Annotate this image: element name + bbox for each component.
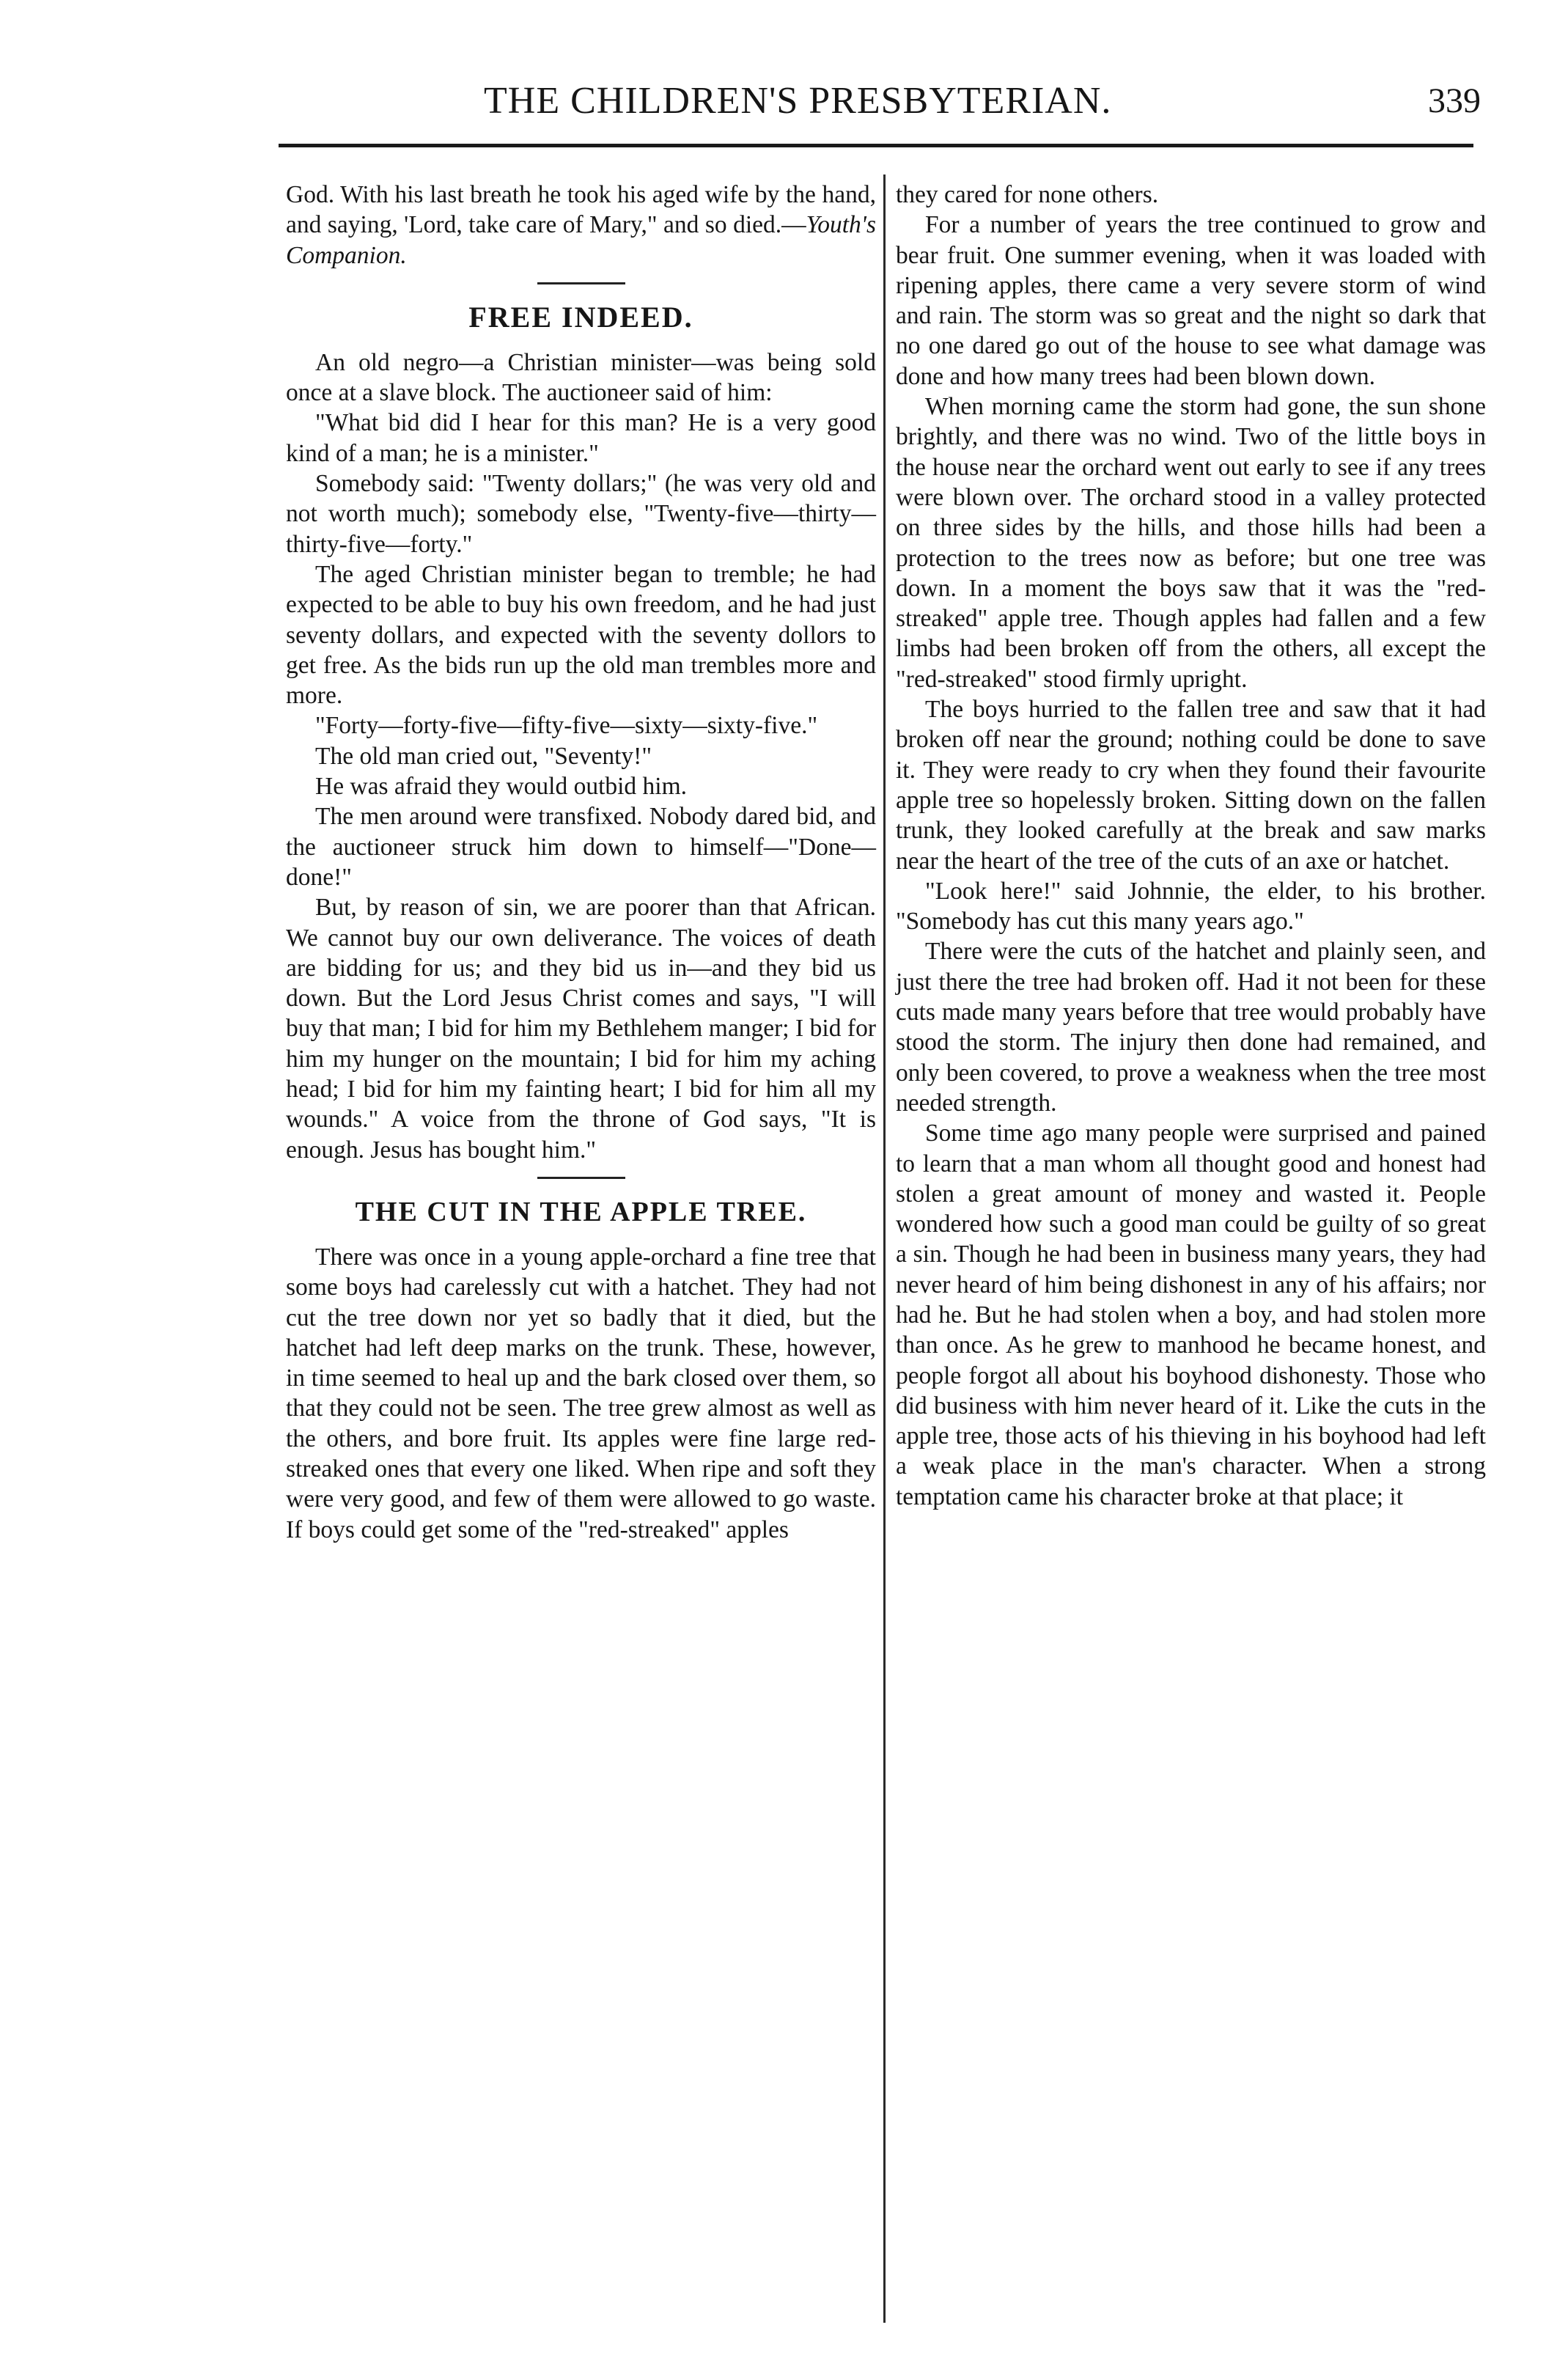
paragraph: The aged Christian minister began to tremble; he had expected to be able to buy his own freedom, and he had just seventy dollars, and expected with the seventy dollors to get free. As the bids run up the old man trembles more and more. <box>286 560 876 710</box>
column-divider <box>883 174 886 2323</box>
opening-text: God. With his last breath he took his aged wife by the hand, and saying, 'Lord, take care of Mary," and so died.— <box>286 181 876 239</box>
paragraph: The men around were transfixed. Nobody dared bid, and the auctioneer struck him down to himself—"Done—done!" <box>286 803 876 891</box>
opening-paragraph <box>286 180 876 271</box>
paragraph: An old negro—a Christian minister—was being sold once at a slave block. The auctioneer said of him: <box>286 348 876 407</box>
paragraph: "Forty—forty-five—fifty-five—sixty—sixty-five." <box>315 712 818 740</box>
paragraph: Some time ago many people were surprised and pained to learn that a man whom all thought good and honest had stolen a great amount of money and wasted it. People wondered how such a good man could be guilty of so great a sin. Though he had been in business many years, they had never heard of him being dishonest in any of his affairs; nor had he. But he had stolen when a boy, and had stolen more than once. As he grew to manhood he became honest, and people forgot all about his boyhood dishonesty. Those who did business with him never heard of it. Like the cuts in the apple tree, those acts of his thieving in his boyhood had left a weak place in the man's character. When a strong temptation came his character broke at that place; it <box>896 1120 1486 1510</box>
paragraph: The boys hurried to the fallen tree and saw that it had broken off near the ground; nothing could be done to save it. They were ready to cry when they found their favourite apple tree so hopelessly broken. Sitting down on the fallen trunk, they looked carefully at the break and saw marks near the heart of the tree of the cuts of an axe or hatchet. <box>896 696 1486 875</box>
left-column <box>286 180 876 1545</box>
paragraph: There were the cuts of the hatchet and plainly seen, and just there the tree had broken off. Had it not been for these cuts made many years before that tree would probably have stood the storm. The injury then done had remained, and only been covered, to prove a weakness when the tree most needed strength. <box>896 938 1486 1117</box>
section-heading-apple-tree: THE CUT IN THE APPLE TREE. <box>355 1196 807 1227</box>
paragraph: There was once in a young apple-orchard a fine tree that some boys had carelessly cut with a hatchet. They had not cut the tree down nor yet so badly that it died, but the hatchet had left deep marks on the trunk. These, however, in time seemed to heal up and the bark closed over them, so that they could not be seen. The tree grew almost as well as the others, and bore fruit. Its apples were fine large red-streaked ones that every one liked. When ripe and soft they were very good, and few of them were allowed to go waste. If boys could get some of the "red-streaked" apples <box>286 1243 876 1543</box>
paragraph: He was afraid they would outbid him. <box>315 773 688 801</box>
paragraph: For a number of years the tree continued to grow and bear fruit. One summer evening, when it was loaded with ripening apples, there came a very severe storm of wind and rain. The storm was so great and the night so dark that no one dared go out of the house to see what damage was done and how many trees had been blown down. <box>896 211 1486 390</box>
paragraph: "Look here!" said Johnnie, the elder, to his brother. "Somebody has cut this many years ago." <box>896 877 1486 936</box>
paragraph: The old man cried out, "Seventy!" <box>315 742 652 770</box>
source-credit: Youth's Companion. <box>286 211 876 269</box>
paragraph: "What bid did I hear for this man? He is a very good kind of a man; he is a minister." <box>286 409 876 467</box>
paragraph: But, by reason of sin, we are poorer than that African. We cannot buy our own deliverance. The voices of death are bidding for us; and they bid us in—and they bid us down. But the Lord Jesus Christ comes and says, "I will buy that man; I bid for him my Bethlehem manger; I bid for him my hunger on the mountain; I bid for him my aching head; I bid for him my fainting heart; I bid for him all my wounds." A voice from the throne of God says, "It is enough. Jesus has bought him." <box>286 894 876 1164</box>
section-divider <box>537 282 625 284</box>
paragraph: Somebody said: "Twenty dollars;" (he was very old and not worth much); somebody else, "Twenty-five—thirty—thirty-five—forty." <box>286 470 876 558</box>
section-heading-free-indeed: FREE INDEED. <box>468 300 693 334</box>
right-column <box>896 180 1486 1512</box>
page-number: 339 <box>1428 81 1481 120</box>
header-rule <box>279 144 1473 147</box>
section-divider <box>537 1177 625 1179</box>
running-title: THE CHILDREN'S PRESBYTERIAN. <box>484 80 1112 122</box>
paragraph: they cared for none others. <box>896 181 1159 208</box>
page-header <box>279 79 1481 138</box>
paragraph: When morning came the storm had gone, the sun shone brightly, and there was no wind. Two of the little boys in the house near the orchard went out early to see if any trees were blown over. The orchard stood in a valley protected on three sides by the hills, and those hills had been a protection to the trees now as before; but one tree was down. In a moment the boys saw that it was the "red-streaked" apple tree. Though apples had fallen and a few limbs had been broken off from the others, all except the "red-streaked" stood firmly upright. <box>896 393 1486 693</box>
